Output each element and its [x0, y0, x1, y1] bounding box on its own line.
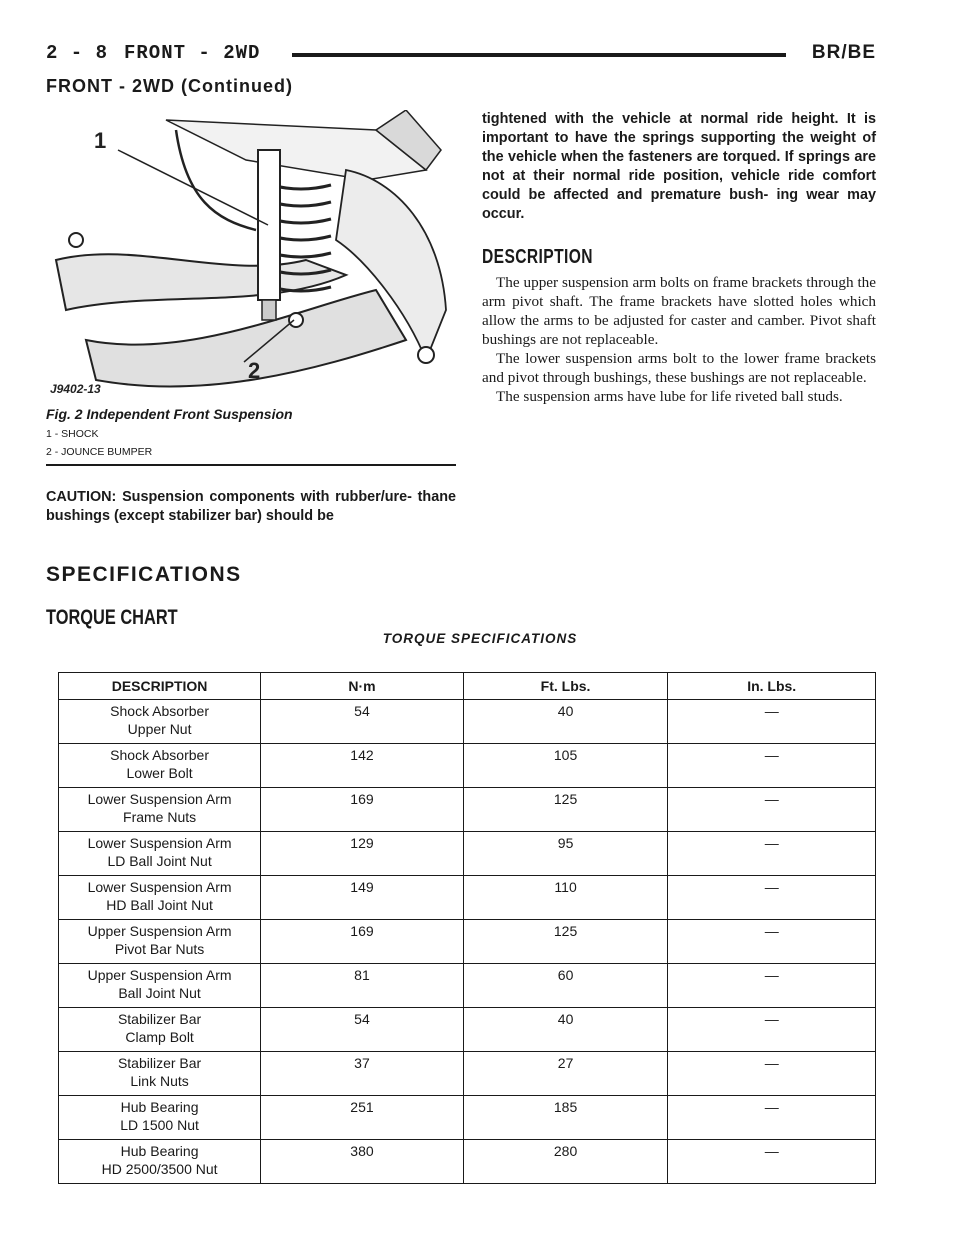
description-cell: Lower Suspension Arm LD Ball Joint Nut	[59, 832, 261, 876]
description-cell: Stabilizer Bar Link Nuts	[59, 1052, 261, 1096]
model-code: BR/BE	[811, 42, 876, 63]
callout-2: 2	[248, 358, 261, 383]
in-lbs-cell: —	[668, 920, 876, 964]
description-paragraph: The upper suspension arm bolts on frame brackets through the arm pivot shaft. The frame brackets have slotted holes which allow the arms to be adjusted for caster and camber. Pivot shaft bushings are not replaceable.	[482, 274, 876, 348]
specifications-heading: SPECIFICATIONS	[46, 563, 242, 586]
in-lbs-cell: —	[668, 744, 876, 788]
in-lbs-cell: —	[668, 1052, 876, 1096]
suspension-illustration	[46, 110, 456, 400]
table-row	[59, 964, 876, 1008]
in-lbs-cell: —	[668, 1140, 876, 1184]
ft-lbs-cell: 40	[463, 1008, 668, 1052]
section-title: FRONT - 2WD	[124, 42, 261, 64]
nm-cell: 37	[261, 1052, 464, 1096]
table-row	[59, 744, 876, 788]
description-cell: Stabilizer Bar Clamp Bolt	[59, 1008, 261, 1052]
description-cell: Shock Absorber Upper Nut	[59, 700, 261, 744]
table-row	[59, 1140, 876, 1184]
description-cell: Shock Absorber Lower Bolt	[59, 744, 261, 788]
figure-title: Fig. 2 Independent Front Suspension	[46, 406, 293, 422]
ft-lbs-cell: 185	[463, 1096, 668, 1140]
nm-cell: 251	[261, 1096, 464, 1140]
in-lbs-cell: —	[668, 788, 876, 832]
table-title: TORQUE SPECIFICATIONS	[382, 631, 578, 646]
torque-chart-heading: TORQUE CHART	[46, 606, 178, 629]
ft-lbs-cell: 60	[463, 964, 668, 1008]
in-lbs-cell: —	[668, 700, 876, 744]
table-row	[59, 1008, 876, 1052]
header-rule	[292, 53, 786, 57]
column-header: Ft. Lbs.	[463, 673, 668, 700]
table-row	[59, 788, 876, 832]
nm-cell: 169	[261, 788, 464, 832]
figure-rule	[46, 464, 456, 466]
in-lbs-cell: —	[668, 876, 876, 920]
description-cell: Hub Bearing LD 1500 Nut	[59, 1096, 261, 1140]
nm-cell: 149	[261, 876, 464, 920]
ft-lbs-cell: 105	[463, 744, 668, 788]
nm-cell: 129	[261, 832, 464, 876]
description-paragraph: The suspension arms have lube for life riveted ball studs.	[496, 388, 843, 405]
page-header	[46, 42, 876, 70]
ft-lbs-cell: 40	[463, 700, 668, 744]
in-lbs-cell: —	[668, 964, 876, 1008]
nm-cell: 54	[261, 1008, 464, 1052]
table-row	[59, 700, 876, 744]
legend-item-shock: 1 - SHOCK	[46, 428, 99, 440]
torque-specifications-table	[58, 672, 876, 1184]
ft-lbs-cell: 27	[463, 1052, 668, 1096]
right-column	[482, 110, 876, 406]
nm-cell: 169	[261, 920, 464, 964]
description-cell: Upper Suspension Arm Ball Joint Nut	[59, 964, 261, 1008]
ft-lbs-cell: 125	[463, 788, 668, 832]
image-code: J9402-13	[50, 382, 101, 396]
table-row	[59, 876, 876, 920]
table-header-row	[59, 673, 876, 700]
description-cell: Hub Bearing HD 2500/3500 Nut	[59, 1140, 261, 1184]
callout-1: 1	[94, 128, 107, 153]
nm-cell: 142	[261, 744, 464, 788]
table-row	[59, 832, 876, 876]
figure-independent-front-suspension	[46, 110, 456, 470]
caution-continued: tightened with the vehicle at normal ride height. It is important to have the springs supporting the weight of the vehicle when the fasteners are torqued. If springs are not at their normal ride position, vehicle ride comfort could be affected and premature bush- ing wear may occur.	[482, 111, 876, 222]
description-paragraph: The lower suspension arms bolt to the lower frame brackets and pivot through bushings, these bushings are not replaceable.	[482, 350, 876, 386]
column-header: DESCRIPTION	[59, 673, 261, 700]
ft-lbs-cell: 125	[463, 920, 668, 964]
in-lbs-cell: —	[668, 832, 876, 876]
table-row	[59, 1052, 876, 1096]
legend-item-jounce-bumper: 2 - JOUNCE BUMPER	[46, 446, 153, 458]
ft-lbs-cell: 280	[463, 1140, 668, 1184]
nm-cell: 380	[261, 1140, 464, 1184]
nm-cell: 54	[261, 700, 464, 744]
description-cell: Lower Suspension Arm HD Ball Joint Nut	[59, 876, 261, 920]
ft-lbs-cell: 110	[463, 876, 668, 920]
caution-note: CAUTION: Suspension components with rubber/ure- thane bushings (except stabilizer bar) should be	[46, 489, 456, 524]
ft-lbs-cell: 95	[463, 832, 668, 876]
continued-heading: FRONT - 2WD (Continued)	[46, 76, 293, 96]
in-lbs-cell: —	[668, 1096, 876, 1140]
table-row	[59, 1096, 876, 1140]
in-lbs-cell: —	[668, 1008, 876, 1052]
column-header: N·m	[261, 673, 464, 700]
nm-cell: 81	[261, 964, 464, 1008]
page-number: 2 - 8	[46, 42, 109, 64]
description-cell: Upper Suspension Arm Pivot Bar Nuts	[59, 920, 261, 964]
column-header: In. Lbs.	[668, 673, 876, 700]
description-heading: DESCRIPTION	[482, 246, 593, 268]
table-row	[59, 920, 876, 964]
description-cell: Lower Suspension Arm Frame Nuts	[59, 788, 261, 832]
